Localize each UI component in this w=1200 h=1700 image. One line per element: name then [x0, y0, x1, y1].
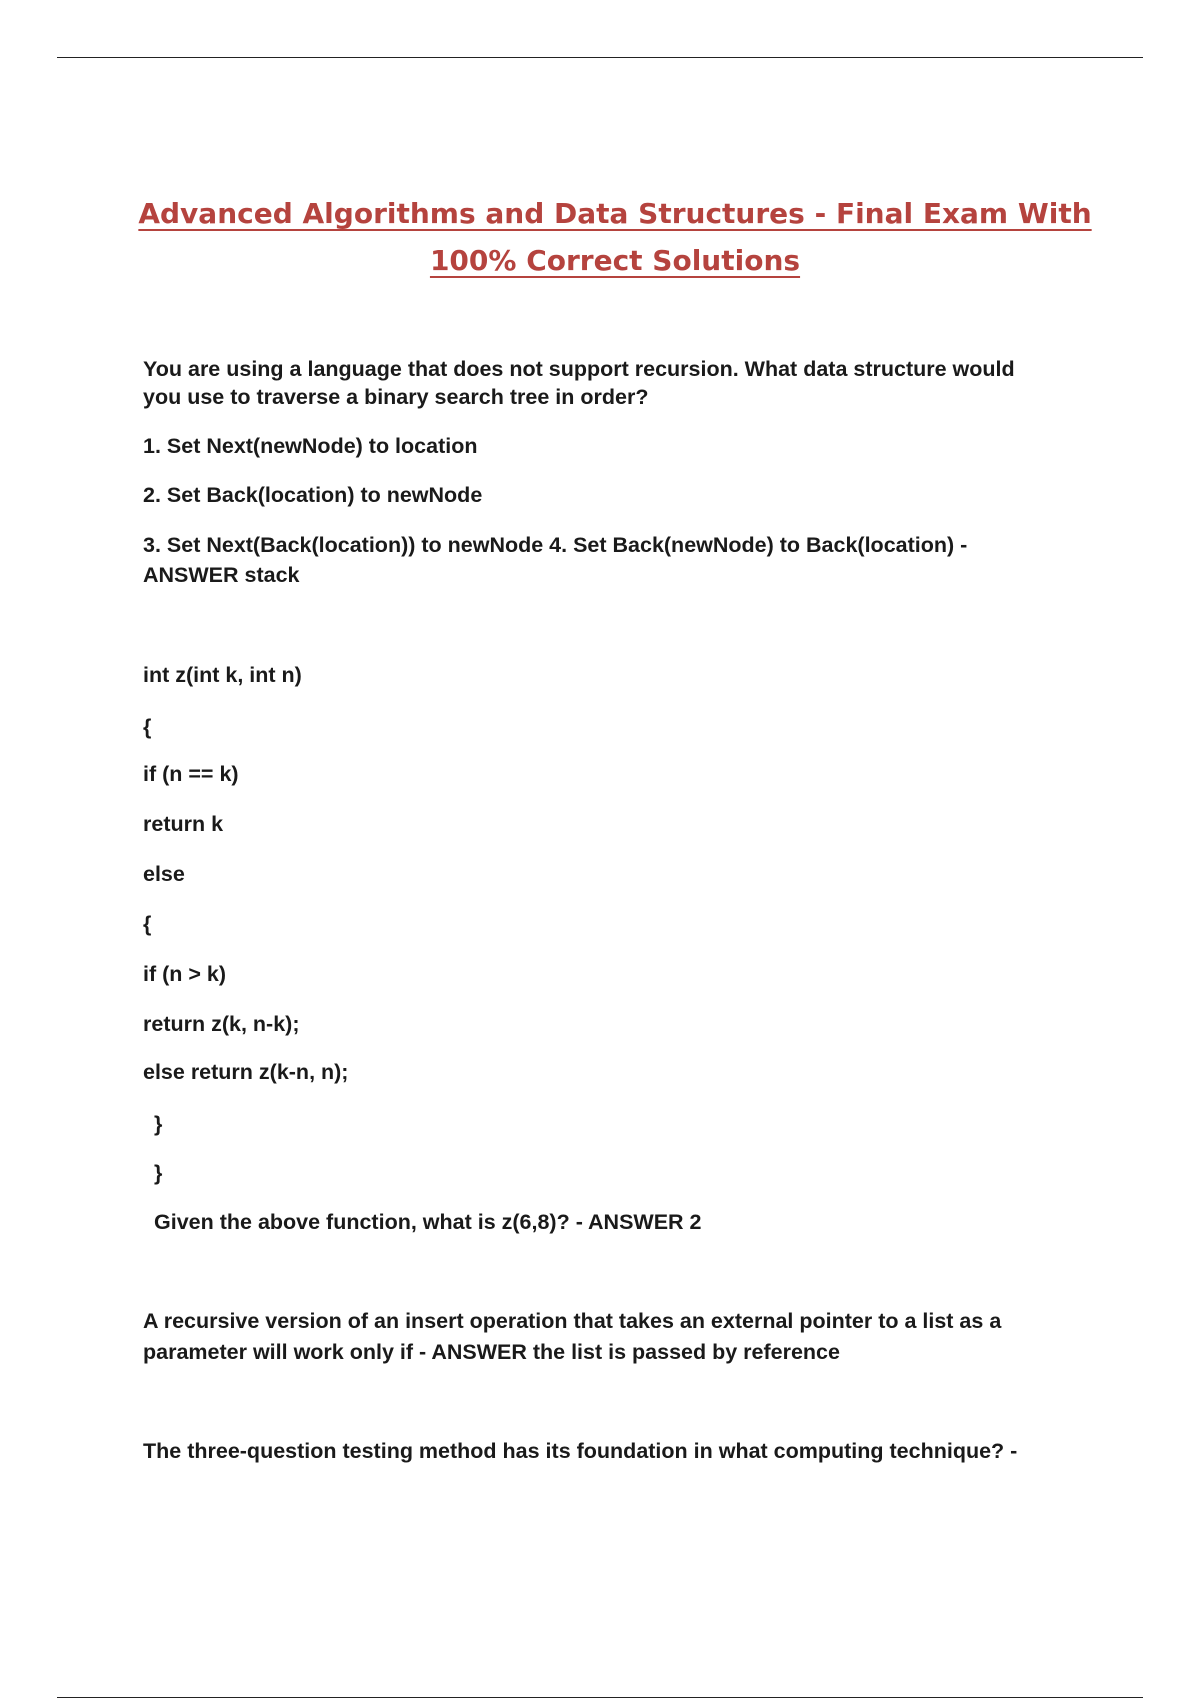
title-line-1: Advanced Algorithms and Data Structures - Final Exam With: [138, 197, 1092, 230]
q2-prompt: Given the above function, what is z(6,8)? - ANSWER 2: [154, 1210, 702, 1234]
document-title: [130, 190, 1100, 284]
code-line: if (n > k): [143, 962, 227, 986]
q3-line-2: parameter will work only if - ANSWER the list is passed by reference: [143, 1340, 840, 1364]
q3-line-1: A recursive version of an insert operation that takes an external pointer to a list as a: [143, 1309, 1002, 1333]
top-rule: [57, 57, 1143, 58]
q1-step-2: 2. Set Back(location) to newNode: [143, 483, 483, 507]
code-line: if (n == k): [143, 762, 239, 786]
q1-prompt-line-1: You are using a language that does not support recursion. What data structure would: [143, 357, 1015, 381]
q1-answer: ANSWER stack: [143, 563, 300, 587]
q1-step-1: 1. Set Next(newNode) to location: [143, 434, 478, 458]
code-line: else: [143, 862, 185, 886]
code-line: }: [154, 1112, 163, 1136]
code-line: return z(k, n-k);: [143, 1012, 300, 1036]
code-line: {: [143, 912, 152, 936]
title-line-2: 100% Correct Solutions: [429, 244, 801, 277]
code-line: else return z(k-n, n);: [143, 1060, 349, 1084]
q4-line-1: The three-question testing method has its foundation in what computing technique? -: [143, 1439, 1018, 1463]
code-line: return k: [143, 812, 224, 836]
q1-step-3-line-1: 3. Set Next(Back(location)) to newNode 4. Set Back(newNode) to Back(location) -: [143, 533, 968, 557]
code-line: {: [143, 715, 152, 739]
code-line: int z(int k, int n): [143, 663, 302, 687]
q1-prompt-line-2: you use to traverse a binary search tree in order?: [143, 385, 649, 409]
bottom-rule: [57, 1697, 1143, 1698]
code-line: }: [154, 1161, 163, 1185]
